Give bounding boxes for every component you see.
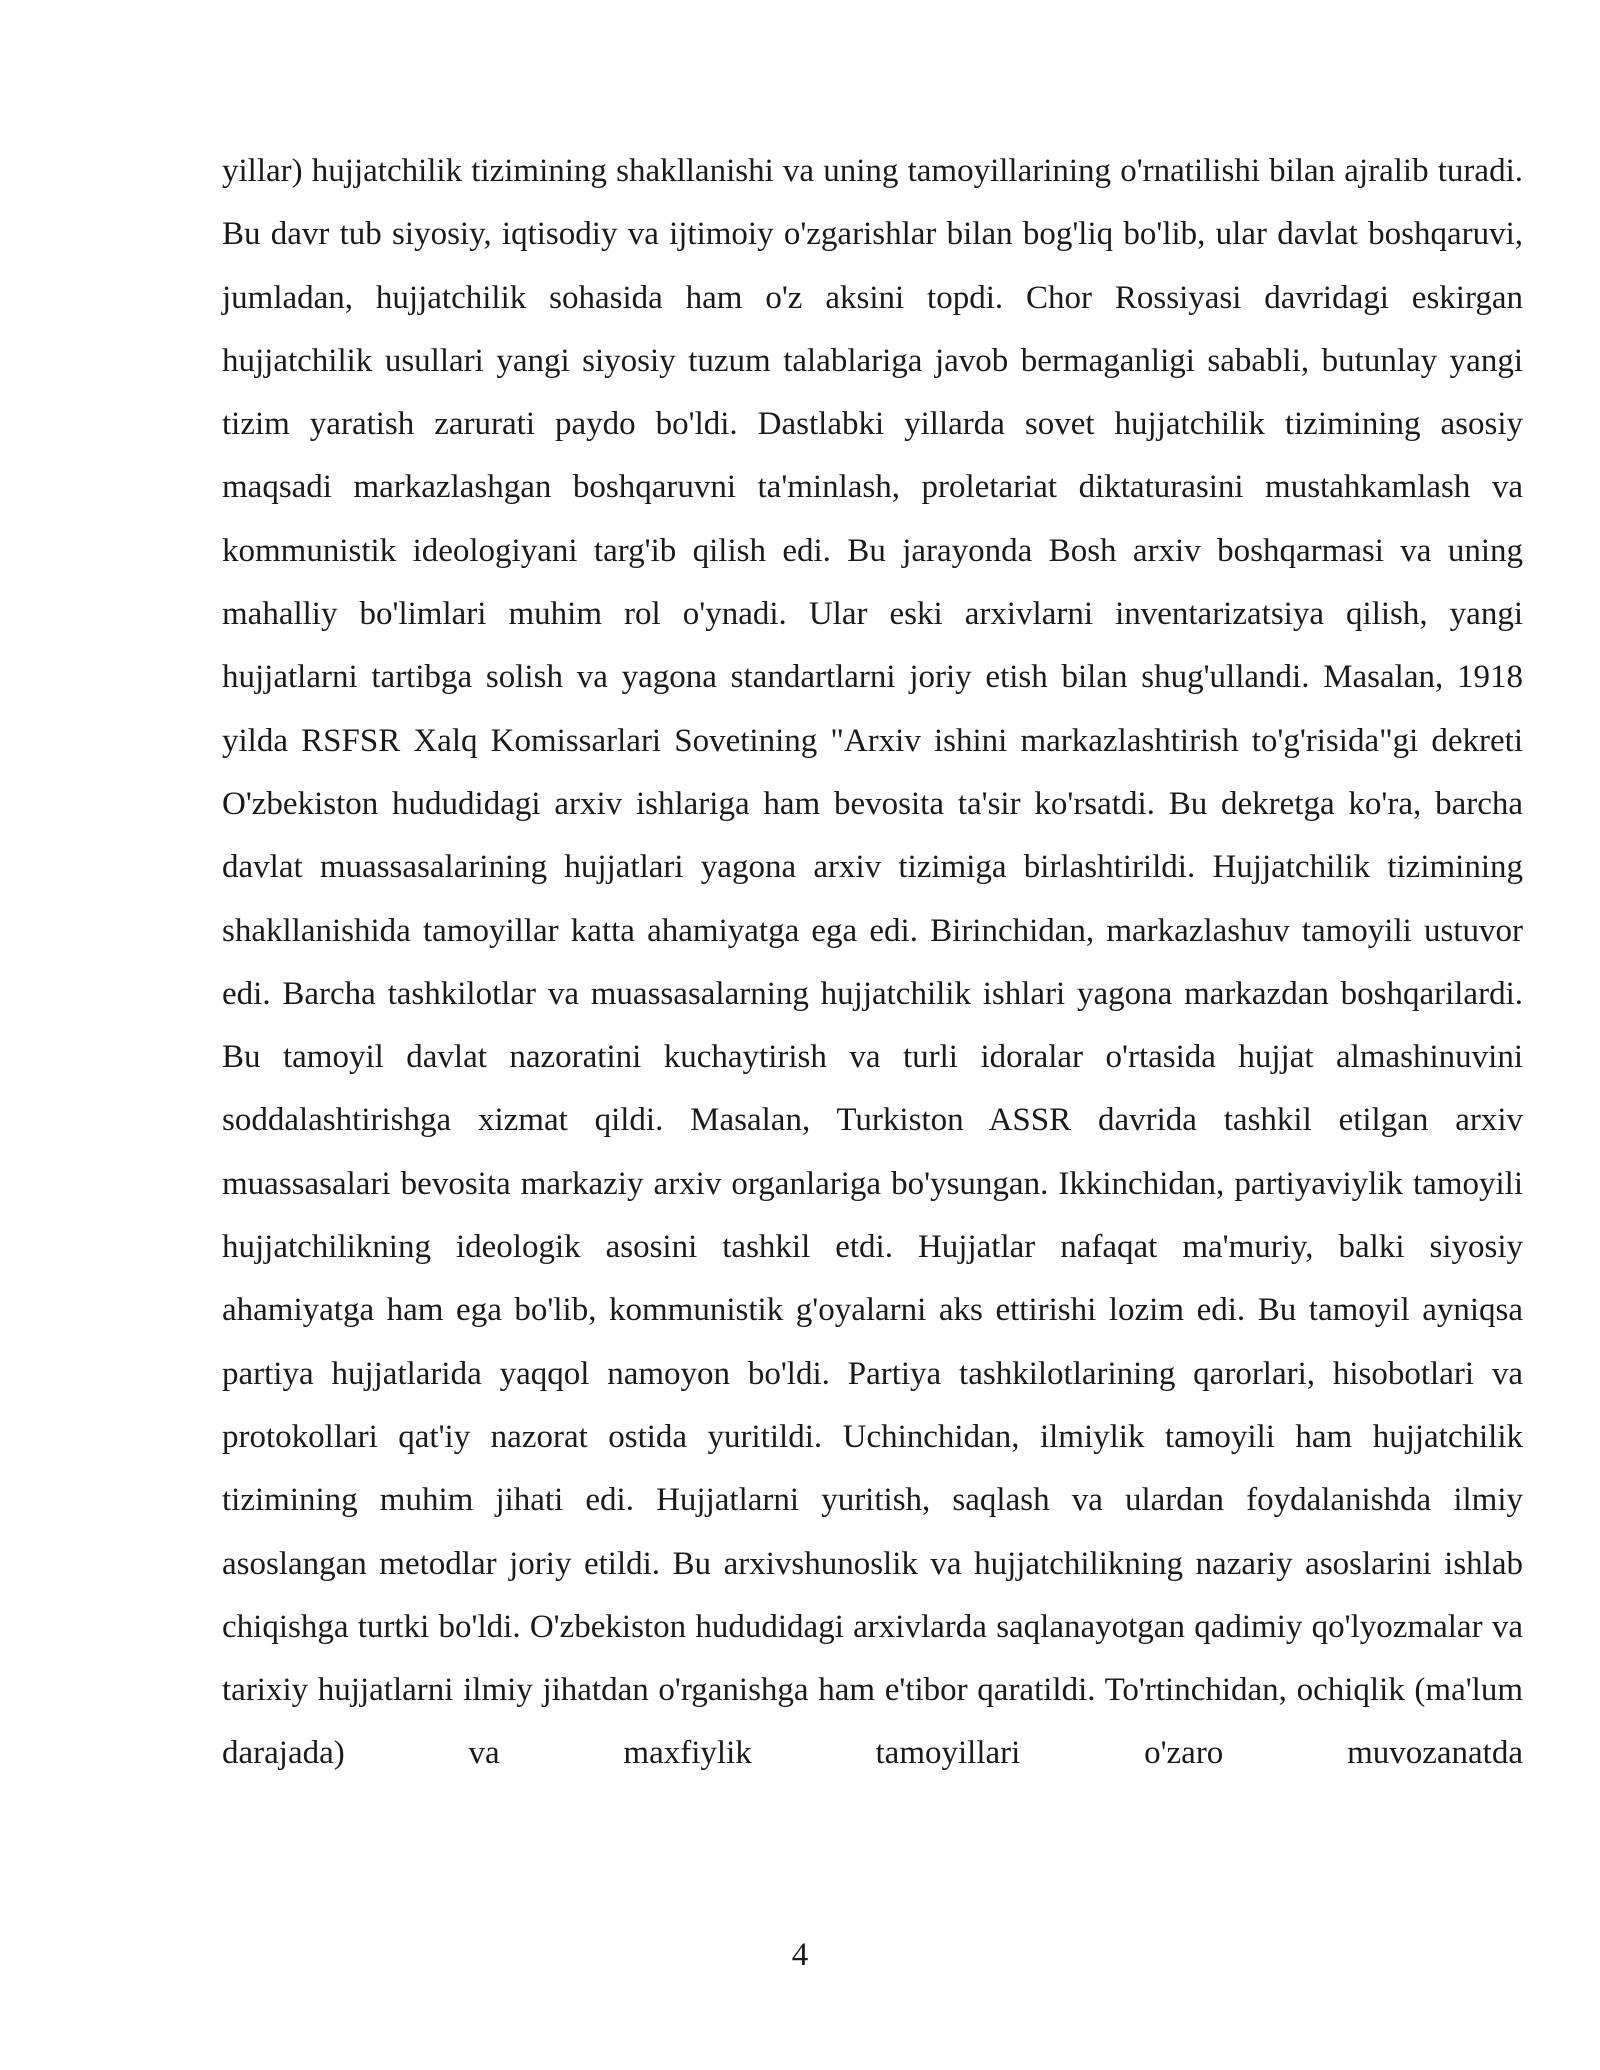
page-number: 4 [791, 1937, 809, 1973]
body-paragraph: yillar) hujjatchilik tizimining shakllanishi va uning tamoyillarining o'rnatilishi bilan ajralib turadi. Bu davr tub siyosiy, iqtisodiy va ijtimoiy o'zgarishlar bilan bog'liq bo'lib, ular davlat boshqaruvi, jumladan, hujjatchilik sohasida ham o'z aksini topdi. Chor Rossiyasi davridagi eskirgan hujjatchilik usullari yangi siyosiy tuzum talablariga javob bermaganligi sababli, butunlay yangi tizim yaratish zarurati paydo bo'ldi. Dastlabki yillarda sovet hujjatchilik tizimining asosiy maqsadi markazlashgan boshqaruvni ta'minlash, proletariat diktaturasini mustahkamlash va kommunistik ideologiyani targ'ib qilish edi. Bu jarayonda Bosh arxiv boshqarmasi va uning mahalliy bo'limlari muhim rol o'ynadi. Ular eski arxivlarni inventarizatsiya qilish, yangi hujjatlarni tartibga solish va yagona standartlarni joriy etish bilan shug'ullandi. Masalan, 1918 yilda RSFSR Xalq Komissarlari Sovetining "Arxiv ishini markazlashtirish to'g'risida"gi dekreti O'zbekiston hududidagi arxiv ishlariga ham bevosita ta'sir ko'rsatdi. Bu dekretga ko'ra, barcha davlat muassasalarining hujjatlari yagona arxiv tizimiga birlashtirildi. Hujjatchilik tizimining shakllanishida tamoyillar katta ahamiyatga ega edi. Birinchidan, markazlashuv tamoyili ustuvor edi. Barcha tashkilotlar va muassasalarning hujjatchilik ishlari yagona markazdan boshqarilardi. Bu tamoyil davlat nazoratini kuchaytirish va turli idoralar o'rtasida hujjat almashinuvini soddalashtirishga xizmat qildi. Masalan, Turkiston ASSR davrida tashkil etilgan arxiv muassasalari bevosita markaziy arxiv organlariga bo'ysungan. Ikkinchidan, partiyaviylik tamoyili hujjatchilikning ideologik asosini tashkil etdi. Hujjatlar nafaqat ma'muriy, balki siyosiy ahamiyatga ham ega bo'lib, kommunistik g'oyalarni aks ettirishi lozim edi. Bu tamoyil ayniqsa partiya hujjatlarida yaqqol namoyon bo'ldi. Partiya tashkilotlarining qarorlari, hisobotlari va protokollari qat'iy nazorat ostida yuritildi. Uchinchidan, ilmiylik tamoyili ham hujjatchilik tizimining muhim jihati edi. Hujjatlarni yuritish, saqlash va ulardan foydalanishda ilmiy asoslangan metodlar joriy etildi. Bu arxivshunoslik va hujjatchilikning nazariy asoslarini ishlab chiqishga turtki bo'ldi. O'zbekiston hududidagi arxivlarda saqlanayotgan qadimiy qo'lyozmalar va tarixiy hujjatlarni ilmiy jihatdan o'rganishga ham e'tibor qaratildi. To'rtinchidan, ochiqlik (ma'lum darajada) va maxfiylik tamoyillari o'zaro muvozanatda [222, 153, 1523, 1772]
